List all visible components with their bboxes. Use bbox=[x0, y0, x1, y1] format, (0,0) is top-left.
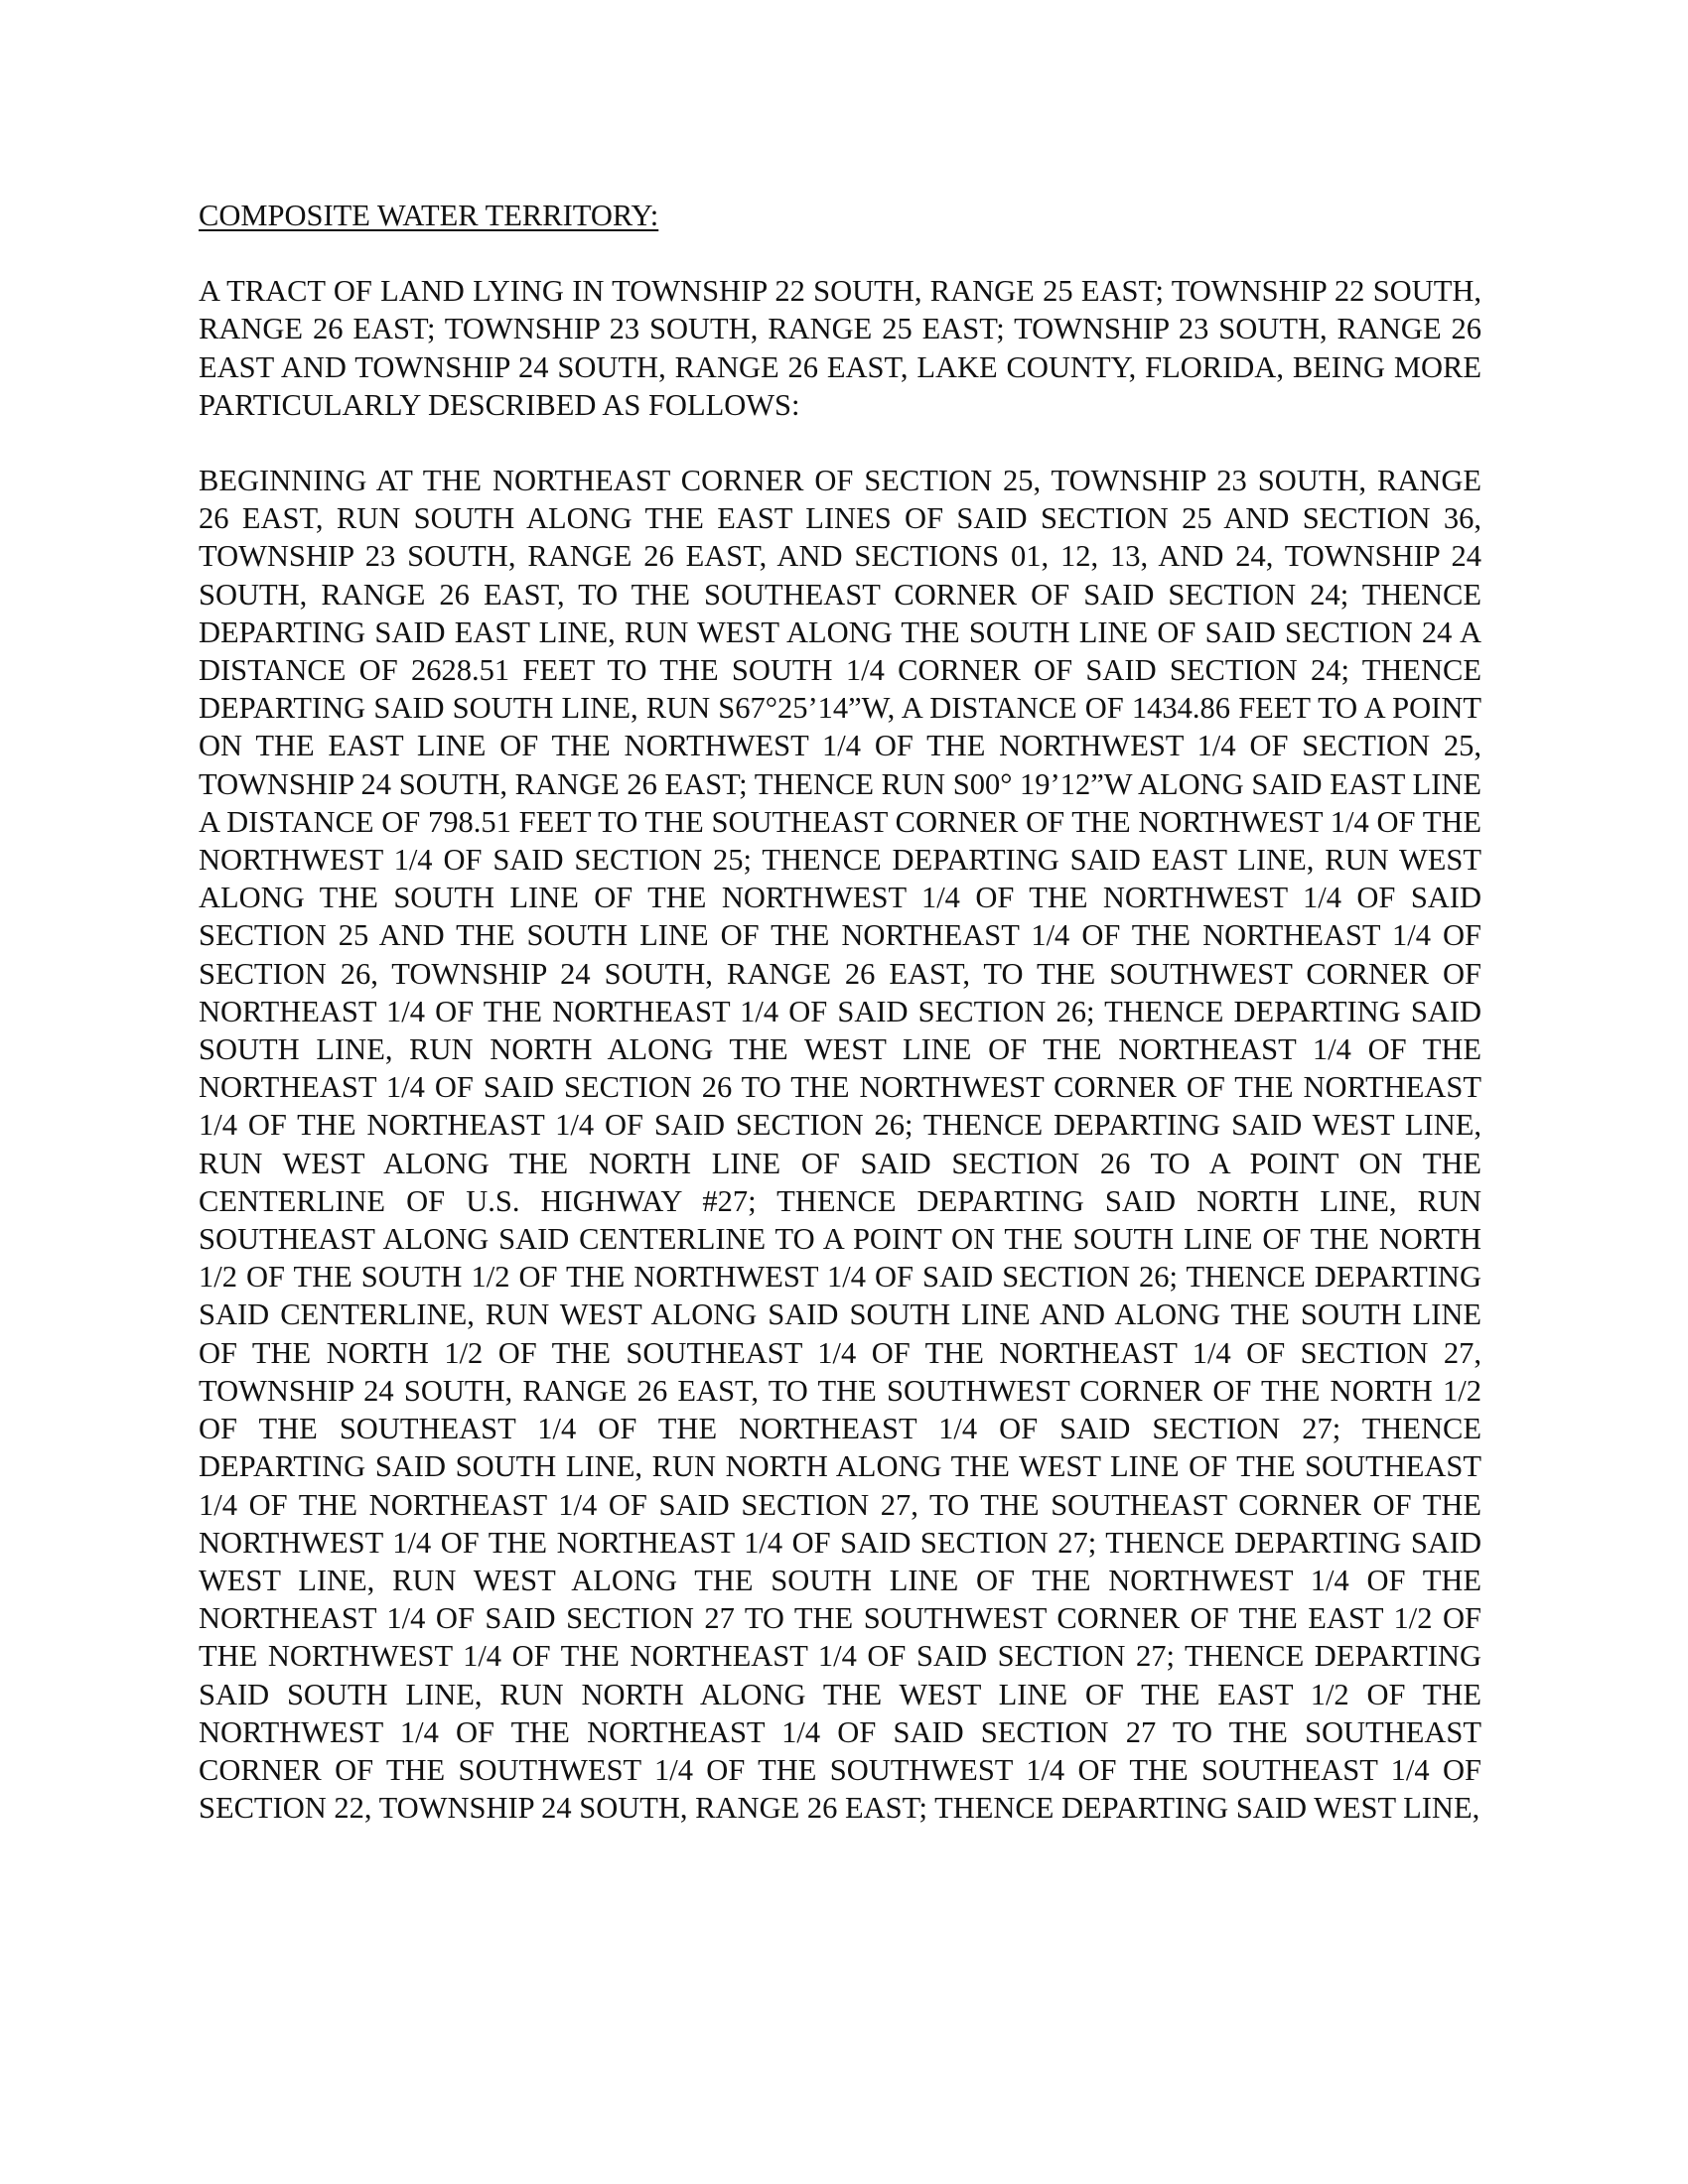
section-heading: COMPOSITE WATER TERRITORY: bbox=[199, 199, 659, 232]
legal-description-paragraph: BEGINNING AT THE NORTHEAST CORNER OF SECTION 25, TOWNSHIP 23 SOUTH, RANGE 26 EAST, RUN SOUTH ALONG THE EAST LINES OF SAID SECTION 25 AND SECTION 36, TOWNSHIP 23 SOUTH, RANGE 26 EAST, AND SECTIONS 01, 12, 13, AND 24, TOWNSHIP 24 SOUTH, RANGE 26 EAST, TO THE SOUTHEAST CORNER OF SAID SECTION 24; THENCE DEPARTING SAID EAST LINE, RUN WEST ALONG THE SOUTH LINE OF SAID SECTION 24 A DISTANCE OF 2628.51 FEET TO THE SOUTH 1/4 CORNER OF SAID SECTION 24; THENCE DEPARTING SAID SOUTH LINE, RUN S67°25’14”W, A DISTANCE OF 1434.86 FEET TO A POINT ON THE EAST LINE OF THE NORTHWEST 1/4 OF THE NORTHWEST 1/4 OF SECTION 25, TOWNSHIP 24 SOUTH, RANGE 26 EAST; THENCE RUN S00° 19’12”W ALONG SAID EAST LINE A DISTANCE OF 798.51 FEET TO THE SOUTHEAST CORNER OF THE NORTHWEST 1/4 OF THE NORTHWEST 1/4 OF SAID SECTION 25; THENCE DEPARTING SAID EAST LINE, RUN WEST ALONG THE SOUTH LINE OF THE NORTHWEST 1/4 OF THE NORTHWEST 1/4 OF SAID SECTION 25 AND THE SOUTH LINE OF THE NORTHEAST 1/4 OF THE NORTHEAST 1/4 OF SECTION 26, TOWNSHIP 24 SOUTH, RANGE 26 EAST, TO THE SOUTHWEST CORNER OF NORTHEAST 1/4 OF THE NORTHEAST 1/4 OF SAID SECTION 26; THENCE DEPARTING SAID SOUTH LINE, RUN NORTH ALONG THE WEST LINE OF THE NORTHEAST 1/4 OF THE NORTHEAST 1/4 OF SAID SECTION 26 TO THE NORTHWEST CORNER OF THE NORTHEAST 1/4 OF THE NORTHEAST 1/4 OF SAID SECTION 26; THENCE DEPARTING SAID WEST LINE, RUN WEST ALONG THE NORTH LINE OF SAID SECTION 26 TO A POINT ON THE CENTERLINE OF U.S. HIGHWAY #27; THENCE DEPARTING SAID NORTH LINE, RUN SOUTHEAST ALONG SAID CENTERLINE TO A POINT ON THE SOUTH LINE OF THE NORTH 1/2 OF THE SOUTH 1/2 OF THE NORTHWEST 1/4 OF SAID SECTION 26; THENCE DEPARTING SAID CENTERLINE, RUN WEST ALONG SAID SOUTH LINE AND ALONG THE SOUTH LINE OF THE NORTH 1/2 OF THE SOUTHEAST 1/4 OF THE NORTHEAST 1/4 OF SECTION 27, TOWNSHIP 24 SOUTH, RANGE 26 EAST, TO THE SOUTHWEST CORNER OF THE NORTH 1/2 OF THE SOUTHEAST 1/4 OF THE NORTHEAST 1/4 OF SAID SECTION 27; THENCE DEPARTING SAID SOUTH LINE, RUN NORTH ALONG THE WEST LINE OF THE SOUTHEAST 1/4 OF THE NORTHEAST 1/4 OF SAID SECTION 27, TO THE SOUTHEAST CORNER OF THE NORTHWEST 1/4 OF THE NORTHEAST 1/4 OF SAID SECTION 27; THENCE DEPARTING SAID WEST LINE, RUN WEST ALONG THE SOUTH LINE OF THE NORTHWEST 1/4 OF THE NORTHEAST 1/4 OF SAID SECTION 27 TO THE SOUTHWEST CORNER OF THE EAST 1/2 OF THE NORTHWEST 1/4 OF THE NORTHEAST 1/4 OF SAID SECTION 27; THENCE DEPARTING SAID SOUTH LINE, RUN NORTH ALONG THE WEST LINE OF THE EAST 1/2 OF THE NORTHWEST 1/4 OF THE NORTHEAST 1/4 OF SAID SECTION 27 TO THE SOUTHEAST CORNER OF THE SOUTHWEST 1/4 OF THE SOUTHWEST 1/4 OF THE SOUTHEAST 1/4 OF SECTION 22, TOWNSHIP 24 SOUTH, RANGE 26 EAST; THENCE DEPARTING SAID WEST LINE, bbox=[199, 464, 1481, 1826]
document-body bbox=[199, 197, 1481, 1827]
intro-paragraph: A TRACT OF LAND LYING IN TOWNSHIP 22 SOUTH, RANGE 25 EAST; TOWNSHIP 22 SOUTH, RANGE 26 EAST; TOWNSHIP 23 SOUTH, RANGE 25 EAST; TOWNSHIP 23 SOUTH, RANGE 26 EAST AND TOWNSHIP 24 SOUTH, RANGE 26 EAST, LAKE COUNTY, FLORIDA, BEING MORE PARTICULARLY DESCRIBED AS FOLLOWS: bbox=[199, 274, 1481, 422]
